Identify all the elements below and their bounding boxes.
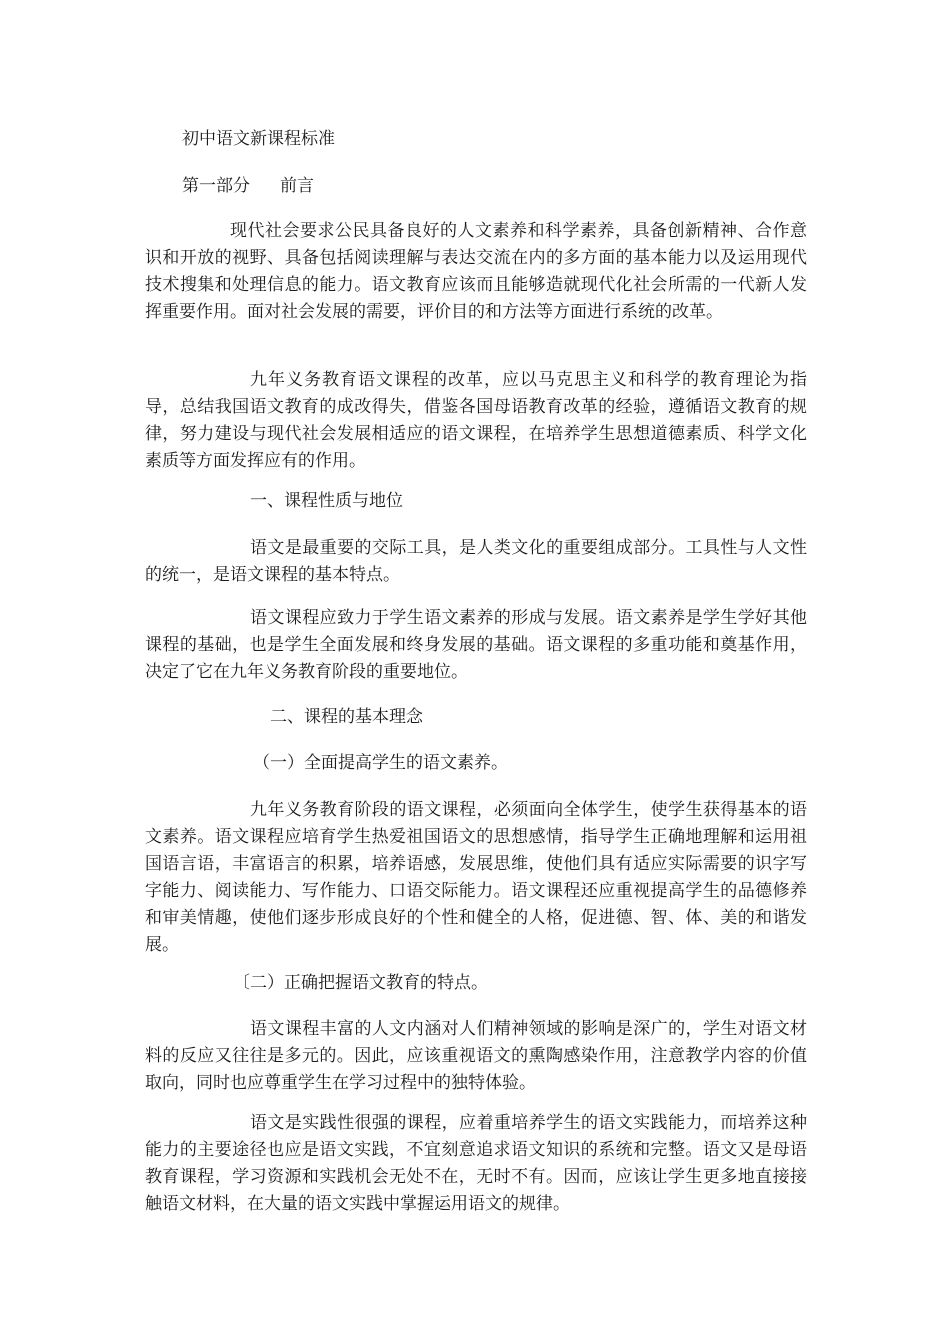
subsection-heading-1: （一）全面提高学生的语文素养。 (253, 753, 508, 773)
paragraph-3: 语文是最重要的交际工具，是人类文化的重要组成部分。工具性与人文性的统一，是语文课程的基本特点。 (145, 538, 807, 585)
part-name: 前言 (280, 176, 314, 196)
subsection-heading-2: 〔二）正确把握语文教育的特点。 (233, 973, 488, 993)
paragraph-5: 九年义务教育阶段的语文课程，必须面向全体学生，使学生获得基本的语文素养。语文课程应培育学生热爱祖国语文的思想感情，指导学生正确地理解和运用祖国语言语，丰富语言的积累，培养语感，发展思维，使他们具有适应实际需要的识字写字能力、阅读能力、写作能力、口语交际能力。语文课程还应重视提高学生的品德修养和审美情趣，使他们逐步形成良好的个性和健全的人格，促进德、智、体、美的和谐发展。 (145, 800, 807, 955)
paragraph-1: 现代社会要求公民具备良好的人文素养和科学素养，具备创新精神、合作意识和开放的视野、具备包括阅读理解与表达交流在内的多方面的基本能力以及运用现代技术搜集和处理信息的能力。语文教育应该而且能够造就现代化社会所需的一代新人发挥重要作用。面对社会发展的需要，评价目的和方法等方面进行系统的改革。 (145, 221, 807, 322)
paragraph-2: 九年义务教育语文课程的改革，应以马克思主义和科学的教育理论为指导，总结我国语文教育的成改得失，借鉴各国母语教育改革的经验，遵循语文教育的规律，努力建设与现代社会发展相适应的语文课程，在培养学生思想道德素质、科学文化素质等方面发挥应有的作用。 (145, 370, 807, 471)
part-heading (182, 175, 314, 197)
section-heading-2: 二、课程的基本理念 (270, 707, 423, 727)
paragraph-4: 语文课程应致力于学生语文素养的形成与发展。语文素养是学生学好其他课程的基础，也是学生全面发展和终身发展的基础。语文课程的多重功能和奠基作用，决定了它在九年义务教育阶段的重要地位。 (145, 608, 807, 682)
paragraph-6: 语文课程丰富的人文内涵对人们精神领域的影响是深广的，学生对语文材料的反应又往往是多元的。因此，应该重视语文的熏陶感染作用，注意教学内容的价值取向，同时也应尊重学生在学习过程中的独特体验。 (145, 1019, 807, 1093)
part-label: 第一部分 (182, 176, 250, 196)
paragraph-7: 语文是实践性很强的课程，应着重培养学生的语文实践能力，而培养这种能力的主要途径也应是语文实践，不宜刻意追求语文知识的系统和完整。语文又是母语教育课程，学习资源和实践机会无处不在，无时不有。因而，应该让学生更多地直接接触语文材料，在大量的语文实践中掌握运用语文的规律。 (145, 1113, 807, 1214)
document-title: 初中语文新课程标准 (182, 129, 335, 149)
section-heading-1: 一、课程性质与地位 (250, 491, 403, 511)
